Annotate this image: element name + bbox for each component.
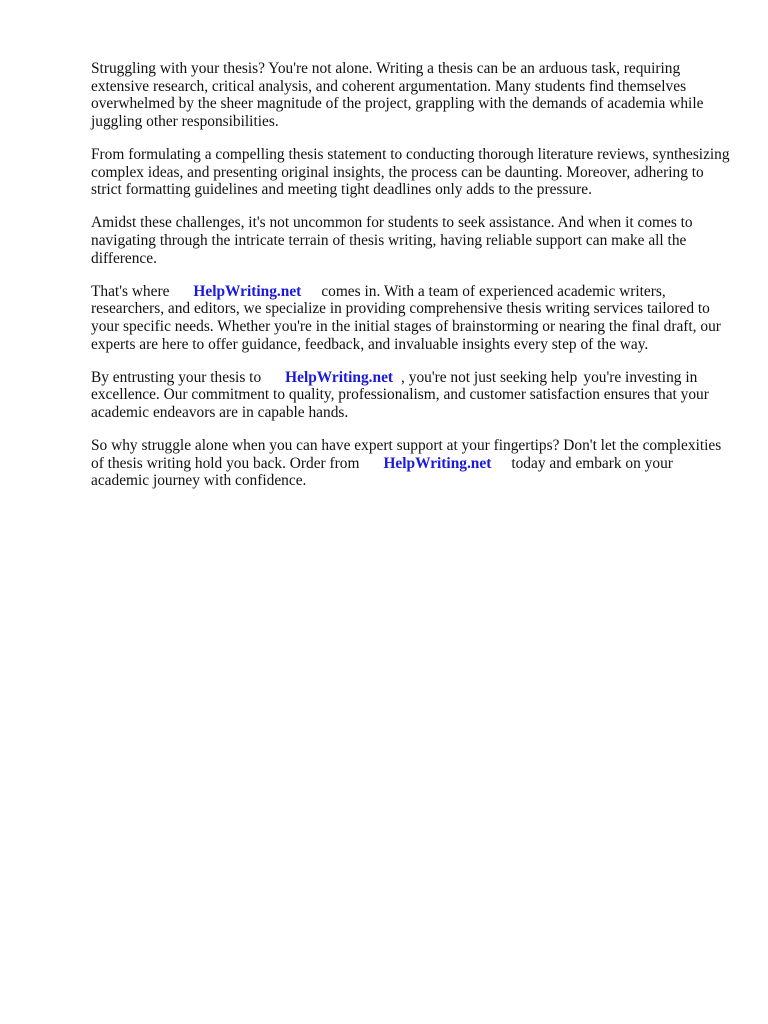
paragraph-closing — [91, 437, 731, 490]
helpwriting-link-1[interactable]: HelpWriting.net — [193, 282, 302, 300]
paragraph-challenges-text: Amidst these challenges, it's not uncommon for students to seek assistance. And when it comes to navigating through the intricate terrain of thesis writing, having reliable support can make all the difference. — [91, 214, 693, 267]
paragraph-process — [91, 146, 731, 199]
paragraph-service — [91, 283, 731, 353]
paragraph-entrust — [91, 369, 731, 422]
paragraph-entrust-lead: By entrusting your thesis to — [91, 368, 262, 386]
helpwriting-link-2[interactable]: HelpWriting.net — [285, 368, 394, 386]
paragraph-intro-text: Struggling with your thesis? You're not alone. Writing a thesis can be an arduous task, requiring extensive research, critical analysis, and coherent argumentation. Many students find themselves overwhelmed by the sheer magnitude of the project, grappling with the demands of academia while juggling other responsibilities. — [91, 60, 704, 130]
paragraph-closing-lead: So why struggle alone when you can have expert support at your fingertips? Don't let the complexities of thesis writing hold you back. Order from — [91, 437, 722, 472]
paragraph-closing-rest: today and embark on your academic journey with confidence. — [91, 454, 673, 490]
paragraph-entrust-rest: you're investing in excellence. Our commitment to quality, professionalism, and customer satisfaction ensures that your academic endeavors are in capable hands. — [91, 368, 709, 421]
helpwriting-link-3[interactable]: HelpWriting.net — [383, 454, 492, 472]
paragraph-entrust-middle: , you're not just seeking help — [401, 368, 578, 386]
paragraph-service-lead: That's where — [91, 282, 170, 300]
document-page — [91, 60, 731, 505]
paragraph-service-rest: comes in. With a team of experienced academic writers, researchers, and editors, we specialize in providing comprehensive thesis writing services tailored to your specific needs. Whether you're in the initial stages of brainstorming or nearing the final draft, our experts are here to offer guidance, feedback, and invaluable insights every step of the way. — [91, 282, 721, 353]
paragraph-challenges — [91, 214, 731, 267]
paragraph-process-text: From formulating a compelling thesis statement to conducting thorough literature reviews, synthesizing complex ideas, and presenting original insights, the process can be daunting. Moreover, adhering to strict formatting guidelines and meeting tight deadlines only adds to the pressure. — [91, 145, 730, 199]
paragraph-intro — [91, 60, 731, 130]
